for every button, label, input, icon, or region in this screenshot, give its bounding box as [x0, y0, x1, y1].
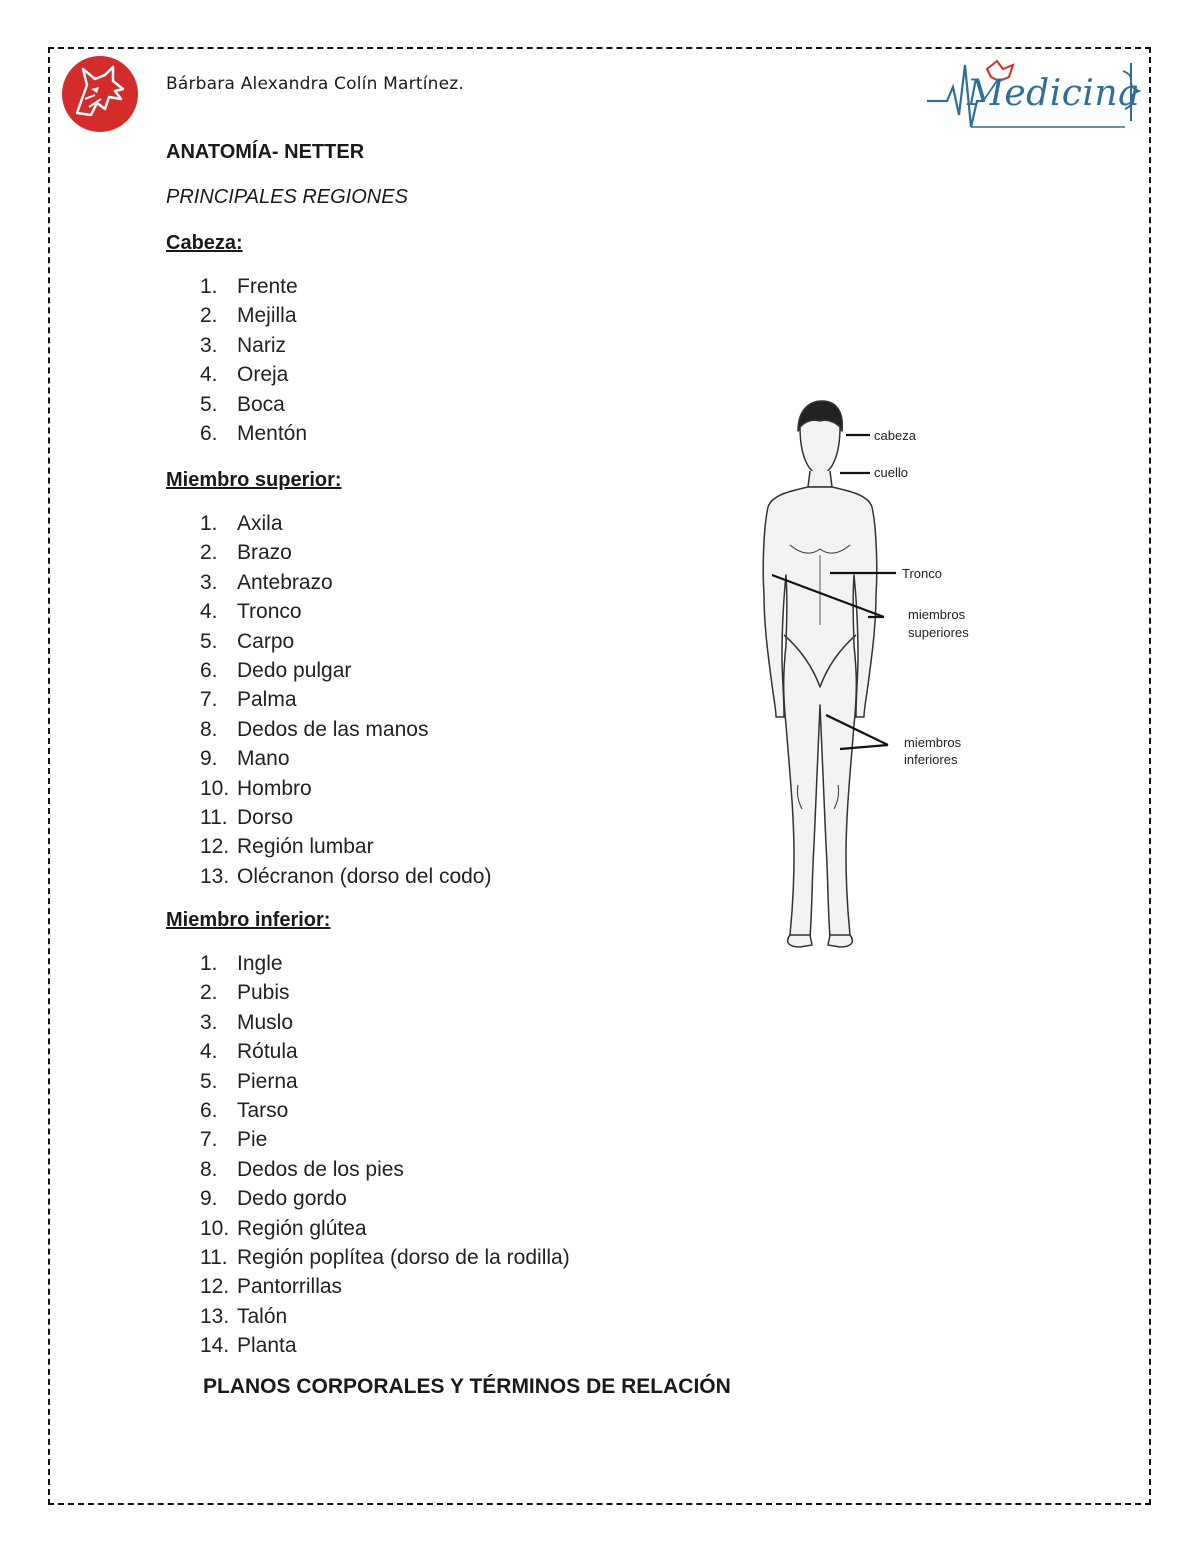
- list-item: 5. Pierna: [200, 1069, 298, 1093]
- list-item: 7. Palma: [200, 688, 297, 712]
- list-item: 1. Ingle: [200, 952, 283, 975]
- figure-label-inferiores-2: inferiores: [904, 752, 958, 767]
- list-item: 11. Región poplítea (dorso de la rodilla): [200, 1245, 570, 1269]
- figure-label-inferiores-1: miembros: [904, 735, 962, 750]
- list-item: 2. Pubis: [200, 981, 290, 1005]
- list-inferior: [200, 949, 570, 1360]
- section-heading-superior: Miembro superior:: [166, 469, 342, 491]
- list-item: 3. Nariz: [200, 333, 287, 357]
- list-item: 4. Tronco: [200, 600, 302, 624]
- list-item: 13. Talón: [200, 1304, 288, 1328]
- wolf-emblem-icon: [61, 55, 139, 133]
- list-item: 3. Muslo: [200, 1010, 294, 1034]
- list-item: 5. Boca: [200, 392, 285, 416]
- list-item: 12. Región lumbar: [200, 835, 374, 859]
- body-regions-figure: [750, 395, 1000, 955]
- list-item: 2. Brazo: [200, 541, 292, 565]
- list-item: 13. Olécranon (dorso del codo): [200, 864, 492, 888]
- figure-label-superiores-1: miembros: [908, 607, 966, 622]
- list-item: 10. Región glútea: [200, 1216, 367, 1240]
- figure-label-cabeza: cabeza: [874, 428, 916, 443]
- list-item: 6. Dedo pulgar: [200, 658, 352, 682]
- list-item: 9. Mano: [200, 747, 290, 771]
- section-heading-cabeza: Cabeza:: [166, 232, 243, 254]
- list-item: 10. Hombro: [200, 776, 312, 800]
- planes-heading: PLANOS CORPORALES Y TÉRMINOS DE RELACIÓN: [203, 1375, 731, 1398]
- list-item: 7. Pie: [200, 1128, 268, 1152]
- list-item: 2. Mejilla: [200, 304, 297, 328]
- list-item: 11. Dorso: [200, 805, 294, 829]
- list-item: 6. Tarso: [200, 1098, 289, 1122]
- section-heading-inferior: Miembro inferior:: [166, 909, 331, 931]
- list-item: 4. Oreja: [200, 363, 289, 387]
- list-item: 1. Axila: [200, 512, 283, 535]
- list-item: 12. Pantorrillas: [200, 1275, 343, 1299]
- list-item: 1. Frente: [200, 275, 298, 298]
- list-superior: [200, 509, 491, 891]
- document-subtitle: PRINCIPALES REGIONES: [166, 186, 408, 208]
- list-item: 6. Mentón: [200, 421, 308, 445]
- figure-label-cuello: cuello: [874, 465, 908, 480]
- list-item: 4. Rótula: [200, 1040, 298, 1064]
- figure-label-superiores-2: superiores: [908, 625, 969, 640]
- author-name: Bárbara Alexandra Colín Martínez.: [166, 74, 464, 94]
- medicina-logo-icon: [925, 55, 1147, 135]
- human-body-outline: [763, 401, 877, 947]
- figure-label-tronco: Tronco: [902, 566, 942, 581]
- list-item: 9. Dedo gordo: [200, 1187, 347, 1211]
- document-title: ANATOMÍA- NETTER: [166, 141, 365, 163]
- medicina-logo-text: Medicina: [967, 73, 1141, 114]
- list-item: 14. Planta: [200, 1334, 297, 1358]
- list-item: 3. Antebrazo: [200, 570, 333, 594]
- list-item: 8. Dedos de los pies: [200, 1157, 404, 1181]
- list-item: 5. Carpo: [200, 629, 295, 653]
- list-cabeza: [200, 272, 307, 448]
- list-item: 8. Dedos de las manos: [200, 717, 429, 741]
